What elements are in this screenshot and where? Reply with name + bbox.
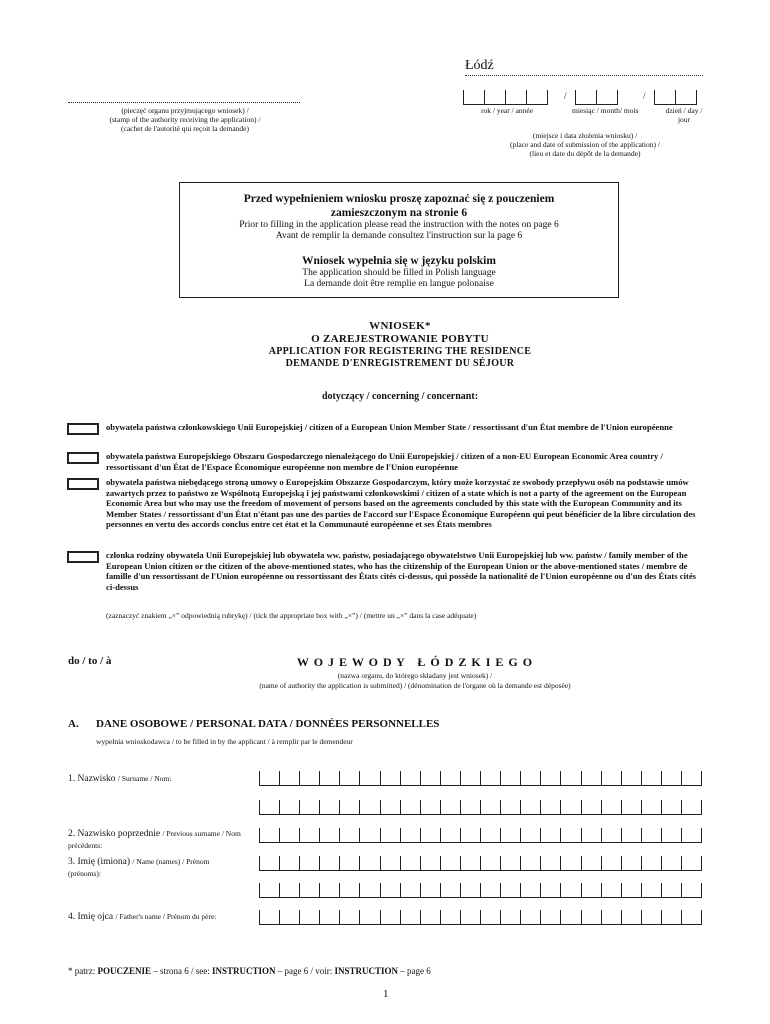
option-eea-citizen-text: obywatela państwa Europejskiego Obszaru Gospodarczego nienależącego do Unii Europejskiej / citizen of a non-EU European Economic Area country / ressortissant d'un État de l'Espace Économique européenne non membre de l'Union européenne	[106, 451, 663, 472]
title-line2: O ZAREJESTROWANIE POBYTU	[311, 333, 489, 345]
father-name-label: 4. Imię ojca / Father's name / Prénom du père:	[68, 912, 217, 922]
option-non-eea-citizen-checkbox[interactable]	[67, 478, 99, 490]
option-family-member-checkbox[interactable]	[67, 551, 99, 563]
recipient-caption-2: (name of authority the application is submitted) / (dénomination de l'organe où la demande est déposée)	[259, 681, 571, 690]
form-title	[230, 320, 570, 370]
city-name: Łódź	[465, 58, 703, 76]
recipient-caption-1: (nazwa organu, do którego składany jest wniosek) /	[337, 671, 493, 680]
year-boxes[interactable]	[463, 90, 548, 105]
option-family-member-text: członka rodziny obywatela Unii Europejskiej lub obywatela ww. państw, posiadającego obywatelstwo Unii Europejskiej lub ww. państw / family member of the European Union citizen or the citizen of the above-mentioned states, who has the citizenship of the European Union or the above-mentioned states / membre de famille d'un ressortissant de l'Union européenne ou ressortissant des États cités ci-dessus, qui possède la nationalité de l'Union européenne ou d'un des États cités ci-dessus	[106, 550, 696, 592]
title-line3: APPLICATION FOR REGISTERING THE RESIDENCE	[268, 346, 532, 357]
page-number: 1	[383, 988, 389, 1000]
option-non-eea-citizen-text: obywatela państwa niebędącego stroną umowy o Europejskim Obszarze Gospodarczym, który może korzystać ze swobody przepływu osób na podstawie umów zawartych przez to państwo ze Wspólnotą Europejską i jej państwami członkowskimi / citizen of a state which is not a party of the agreement on the European Economic Area but who may use the freedom of movement of persons based on the agreements concluded by this state with the European Community and its Member States / ressortissant d'un État n'étant pas une des parties de l'accord sur l'Espace Économique Européenn qui peut bénéficier de la libre circulation des personnes en vertu des accords conclus entre cet état et la Communauté européenne et ses États membres	[106, 477, 696, 529]
language-fr: La demande doit être remplie en langue polonaise	[304, 279, 494, 289]
title-line4: DEMANDE D'ENREGISTREMENT DU SÉJOUR	[285, 358, 515, 369]
notice-box	[179, 182, 619, 298]
day-label: dzień / day / jour	[665, 106, 703, 124]
language-en: The application should be filled in Polish language	[302, 268, 496, 278]
city-field[interactable]	[465, 58, 703, 76]
day-boxes[interactable]	[654, 90, 697, 105]
father-name-input[interactable]	[259, 910, 702, 925]
surname-input-row-1[interactable]	[259, 771, 702, 786]
title-line1: WNIOSEK*	[369, 320, 431, 332]
footnote: * patrz: POUCZENIE – strona 6 / see: INSTRUCTION – page 6 / voir: INSTRUCTION – page 6	[68, 966, 431, 976]
month-boxes[interactable]	[575, 90, 618, 105]
section-a-subtitle: wypełnia wnioskodawca / to be filled in by the applicant / à remplir par le demendeur	[96, 737, 353, 746]
name-label: 3. Imię (imiona) / Name (names) / Prénom (prénoms):	[68, 857, 210, 878]
option-eea-citizen-checkbox[interactable]	[67, 452, 99, 464]
section-a-letter: A.	[68, 718, 79, 730]
language-pl: Wniosek wypełnia się w języku polskim	[302, 255, 496, 267]
previous-surname-input[interactable]	[259, 828, 702, 843]
recipient-name: W O J E W O D Y Ł Ó D Z K I E G O	[296, 655, 534, 669]
concerning-label: dotyczący / concerning / concernant:	[321, 391, 479, 402]
year-label: rok / year / année	[481, 106, 534, 115]
recipient-label: do / to / à	[68, 655, 112, 667]
option-eu-citizen-text: obywatela państwa członkowskiego Unii Europejskiej / citizen of a European Union Member State / ressortissant d'un État membre de l'Union européenne	[106, 422, 673, 432]
date-separator-1: /	[564, 91, 567, 101]
stamp-line	[68, 96, 300, 103]
name-input-row-2[interactable]	[259, 883, 702, 898]
notice-pl: Przed wypełnieniem wniosku proszę zapoznać się z pouczeniem zamieszczonym na stronie 6	[243, 193, 555, 219]
section-a-title: DANE OSOBOWE / PERSONAL DATA / DONNÉES PERSONNELLES	[96, 718, 440, 730]
date-separator-2: /	[643, 91, 646, 101]
month-label: miesiąc / month/ mois	[572, 106, 639, 115]
notice-fr: Avant de remplir la demande consultez l'instruction sur la page 6	[275, 231, 523, 241]
date-boxes[interactable]	[463, 90, 703, 106]
option-eu-citizen-checkbox[interactable]	[67, 423, 99, 435]
surname-label: 1. Nazwisko / Surname / Nom:	[68, 774, 172, 784]
name-input-row-1[interactable]	[259, 856, 702, 871]
previous-surname-label: 2. Nazwisko poprzednie / Previous surname / Nom précédents:	[68, 829, 241, 850]
stamp-caption: (pieczęć organu przyjmującego wniosek) / (stamp of the authority receiving the application) / (cachet de l'autorité qui reçoit la demande)	[109, 106, 261, 133]
mark-hint: (zaznaczyć znakiem „×” odpowiednią rubrykę) / (tick the appropriate box with „×”) / (mettre un „×” dans la case adéquate)	[106, 611, 477, 620]
surname-input-row-2[interactable]	[259, 800, 702, 815]
place-date-caption: (miejsce i data złożenia wniosku) / (place and date of submission of the application) / (lieu et date du dépôt de la demande)	[510, 131, 660, 158]
notice-en: Prior to filling in the application please read the instruction with the notes on page 6	[239, 220, 559, 230]
